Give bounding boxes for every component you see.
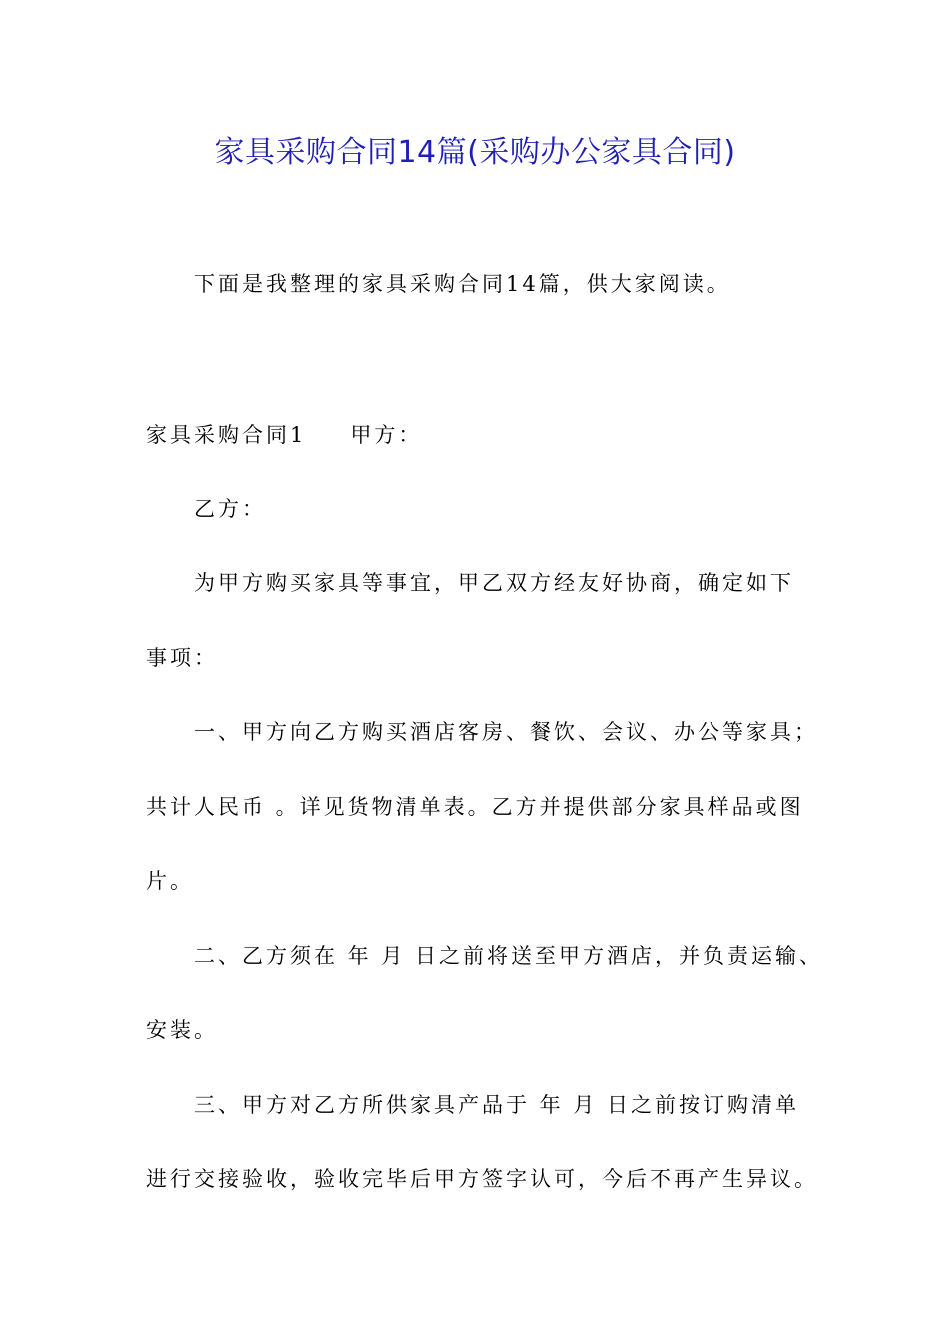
section-heading-line [146,415,826,455]
item-3-line-1: 三、甲方对乙方所供家具产品于 年 月 日之前按订购清单 [194,1093,800,1117]
document-title: 家具采购合同14篇(采购办公家具合同) [214,135,736,170]
paragraph-1-line-1: 为甲方购买家具等事宜，甲乙双方经友好协商，确定如下 [194,571,794,595]
section-heading: 家具采购合同1 [146,423,307,447]
paragraph-1-line-2: 事项： [146,646,218,670]
item-2-line-1: 二、乙方须在 年 月 日之前将送至甲方酒店，并负责运输、 [194,944,824,968]
item-2-line-2: 安装。 [146,1018,218,1042]
item-3-line-2: 进行交接验收，验收完毕后甲方签字认可，今后不再产生异议。 [146,1167,818,1191]
item-1-line-1: 一、甲方向乙方购买酒店客房、餐饮、会议、办公等家具； [194,720,818,744]
party-a-label: 甲方： [350,423,423,447]
intro-paragraph: 下面是我整理的家具采购合同14篇，供大家阅读。 [194,272,731,296]
item-1-line-3: 片。 [146,869,194,893]
item-1-line-2: 共计人民币 。详见货物清单表。乙方并提供部分家具样品或图 [146,795,804,819]
party-b-label: 乙方： [194,497,266,521]
